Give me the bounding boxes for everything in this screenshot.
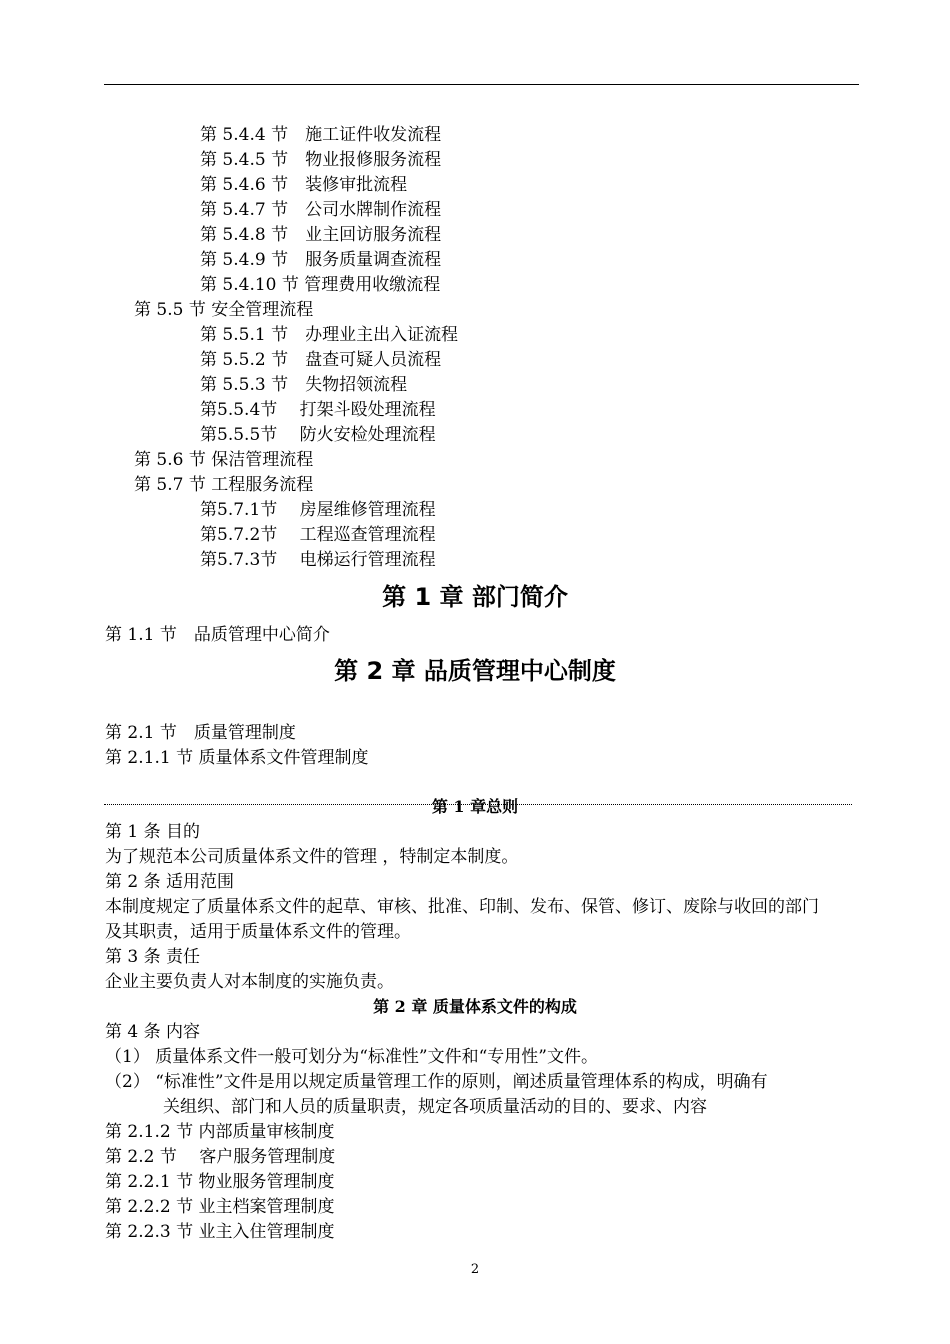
- page-number: 2: [470, 1262, 480, 1277]
- toc-entry[interactable]: 第 5.4.4 节 施工证件收发流程: [200, 125, 442, 145]
- chapter-1-title: 第 1 章 部门简介: [382, 583, 568, 611]
- part-1-title: 第 1 章总则: [431, 797, 519, 816]
- toc-entry[interactable]: 第5.7.3节 电梯运行管理流程: [200, 550, 436, 570]
- article-heading: 第 1 条 目的: [105, 822, 201, 842]
- toc-entry[interactable]: 第 5.4.7 节 公司水牌制作流程: [200, 200, 442, 220]
- toc-entry[interactable]: 第 5.4.6 节 装修审批流程: [200, 175, 408, 195]
- article-text: 及其职责，适用于质量体系文件的管理。: [105, 922, 411, 942]
- subsection-heading: 第 2.1.2 节 内部质量审核制度: [105, 1122, 335, 1142]
- article-heading: 第 4 条 内容: [105, 1022, 201, 1042]
- toc-entry[interactable]: 第 5.4.10 节 管理费用收缴流程: [200, 275, 441, 295]
- chapter-2-title: 第 2 章 品质管理中心制度: [334, 657, 616, 685]
- toc-entry[interactable]: 第5.7.2节 工程巡查管理流程: [200, 525, 436, 545]
- toc-entry[interactable]: 第 5.7 节 工程服务流程: [134, 475, 314, 495]
- list-item: （2） “标准性”文件是用以规定质量管理工作的原则，阐述质量管理体系的构成，明确有: [105, 1072, 768, 1092]
- part-2-title: 第 2 章 质量体系文件的构成: [373, 997, 577, 1016]
- toc-entry[interactable]: 第 5.4.5 节 物业报修服务流程: [200, 150, 442, 170]
- subsection-heading: 第 2.2.3 节 业主入住管理制度: [105, 1222, 335, 1242]
- toc-entry[interactable]: 第 5.6 节 保洁管理流程: [134, 450, 314, 470]
- toc-entry[interactable]: 第5.7.1节 房屋维修管理流程: [200, 500, 436, 520]
- toc-entry[interactable]: 第 5.4.8 节 业主回访服务流程: [200, 225, 442, 245]
- toc-entry[interactable]: 第5.5.5节 防火安检处理流程: [200, 425, 436, 445]
- section-heading: 第 2.1 节 质量管理制度: [105, 723, 296, 743]
- article-text: 企业主要负责人对本制度的实施负责。: [105, 972, 394, 992]
- subsection-heading: 第 2.2.2 节 业主档案管理制度: [105, 1197, 335, 1217]
- article-text: 本制度规定了质量体系文件的起草、审核、批准、印制、发布、保管、修订、废除与收回的部门: [105, 897, 819, 917]
- toc-entry[interactable]: 第5.5.4节 打架斗殴处理流程: [200, 400, 436, 420]
- toc-entry[interactable]: 第 5.5 节 安全管理流程: [134, 300, 314, 320]
- subsection-heading: 第 2.1.1 节 质量体系文件管理制度: [105, 748, 369, 768]
- list-item-continuation: 关组织、部门和人员的质量职责，规定各项质量活动的目的、要求、内容: [163, 1097, 707, 1117]
- toc-entry[interactable]: 第 5.5.1 节 办理业主出入证流程: [200, 325, 459, 345]
- subsection-heading: 第 2.2.1 节 物业服务管理制度: [105, 1172, 335, 1192]
- header-rule: [104, 84, 859, 85]
- section-heading: 第 2.2 节 客户服务管理制度: [105, 1147, 336, 1167]
- toc-entry[interactable]: 第 5.4.9 节 服务质量调查流程: [200, 250, 442, 270]
- toc-entry[interactable]: 第 5.5.2 节 盘查可疑人员流程: [200, 350, 442, 370]
- article-heading: 第 2 条 适用范围: [105, 872, 235, 892]
- section-heading: 第 1.1 节 品质管理中心简介: [105, 625, 330, 645]
- article-text: 为了规范本公司质量体系文件的管理 ，特制定本制度。: [105, 847, 519, 867]
- toc-entry[interactable]: 第 5.5.3 节 失物招领流程: [200, 375, 408, 395]
- article-heading: 第 3 条 责任: [105, 947, 201, 967]
- list-item: （1） 质量体系文件一般可划分为“标准性”文件和“专用性”文件。: [105, 1047, 598, 1067]
